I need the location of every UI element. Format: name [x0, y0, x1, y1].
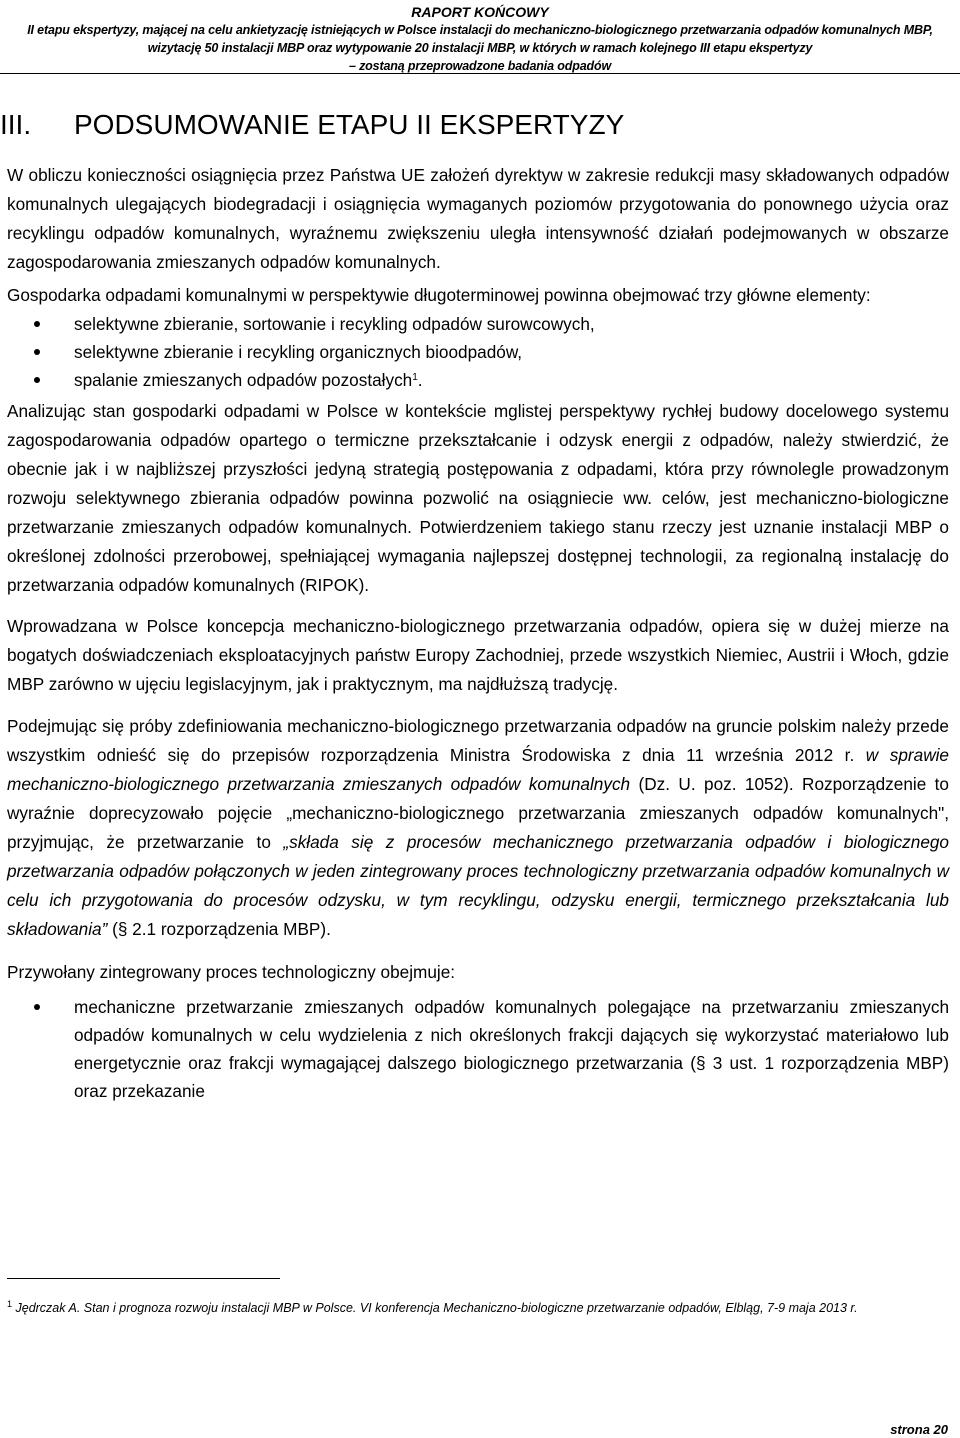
page-number: strona 20	[890, 1422, 948, 1437]
paragraph-analysis: Analizując stan gospodarki odpadami w Polsce w kontekście mglistej perspektywy rychłej budowy docelowego systemu zagospodarowania odpadów opartego o termiczne przekształcanie i odzysk energii z odpadów, należy stwierdzić, że obecnie jak i w najbliższej przyszłości jedyną strategią postępowania z odpadami, która przy równolegle prowadzonym rozwoju selektywnego zbierania odpadów powinna pozwolić na osiągniecie ww. celów, jest mechaniczno-biologiczne przetwarzanie zmieszanych odpadów komunalnych. Potwierdzeniem takiego stanu rzeczy jest uznanie instalacji MBP o określonej zdolności przerobowej, spełniającej wymagania najlepszej dostępnej technologii, za regionalną instalację do przetwarzania odpadów komunalnych (RIPOK).	[7, 401, 949, 595]
list-item: selektywne zbieranie, sortowanie i recykling odpadów surowcowych,	[7, 310, 949, 338]
header-line-1: II etapu ekspertyzy, mającej na celu ankietyzację istniejących w Polsce instalacji do mechaniczno-biologicznego przetwarzania odpadów komunalnych MBP,	[27, 23, 933, 37]
section-number: III.	[0, 109, 32, 140]
footnote-reference[interactable]: 1	[412, 372, 418, 383]
running-header	[0, 3, 960, 75]
body-text	[7, 161, 949, 1108]
section-title-text: PODSUMOWANIE ETAPU II EKSPERTYZY	[74, 109, 625, 140]
footnote-divider	[7, 1278, 280, 1279]
footnote-text: Jędrczak A. Stan i prognoza rozwoju instalacji MBP w Polsce. VI konferencja Mechaniczno-biologiczne przetwarzanie odpadów, Elbląg, 7-9 maja 2013 r.	[12, 1301, 858, 1315]
section-heading	[0, 108, 624, 142]
report-title: RAPORT KOŃCOWY	[411, 4, 549, 20]
list-item: spalanie zmieszanych odpadów pozostałych$^1$.	[7, 366, 949, 394]
paragraph-definition: Podejmując się próby zdefiniowania mechaniczno-biologicznego przetwarzania odpadów na gruncie polskim należy przede wszystkim odnieść się do przepisów rozporządzenia Ministra Środowiska z dnia 11 września 2012 r. w sprawie mechaniczno-biologicznego przetwarzania zmieszanych odpadów komunalnych (Dz. U. poz. 1052). Rozporządzenie to wyraźnie doprecyzowało pojęcie „mechaniczno-biologicznego przetwarzania zmieszanych odpadów komunalnych", przyjmując, że przetwarzanie to „składa się z procesów mechanicznego przetwarzania odpadów i biologicznego przetwarzania odpadów połączonych w jeden zintegrowany proces technologiczny przetwarzania odpadów komunalnych w celu ich przygotowania do procesów odzysku, w tym recyklingu, odzysku energii, termicznego przekształcania lub składowania” (§ 2.1 rozporządzenia MBP).	[7, 716, 949, 939]
list-item: selektywne zbieranie i recykling organicznych bioodpadów,	[7, 338, 949, 366]
list-item: mechaniczne przetwarzanie zmieszanych odpadów komunalnych polegające na przetwarzaniu zmieszanych odpadów komunalnych w celu wydzielenia z nich określonych frakcji dających się wykorzystać materiałowo lub energetycznie oraz frakcji wymagającej dalszego biologicznego przetwarzania (§ 3 ust. 1 rozporządzenia MBP) oraz przekazanie	[7, 993, 949, 1105]
paragraph-concept: Wprowadzana w Polsce koncepcja mechaniczno-biologicznego przetwarzania odpadów, opiera się w dużej mierze na bogatych doświadczeniach eksploatacyjnych państw Europy Zachodniej, przede wszystkich Niemiec, Austrii i Włoch, gdzie MBP zarówno w ujęciu legislacyjnym, jak i praktycznym, ma najdłuższą tradycję.	[7, 616, 949, 694]
header-line-2: wizytację 50 instalacji MBP oraz wytypowanie 20 instalacji MBP, w których w ramach kolejnego III etapu ekspertyzy	[147, 41, 813, 55]
paragraph-elements: Gospodarka odpadami komunalnymi w perspektywie długoterminowej powinna obejmować trzy główne elementy:	[7, 285, 871, 305]
footnote-number: 1	[7, 1299, 13, 1309]
paragraph-intro: W obliczu konieczności osiągnięcia przez Państwa UE założeń dyrektyw w zakresie redukcji masy składowanych odpadów komunalnych ulegających biodegradacji i osiągnięcia wymaganych poziomów przygotowania do ponownego użycia oraz recyklingu odpadów komunalnych, wyraźnemu zwiększeniu uległa intensywność działań podejmowanych w obszarze zagospodarowania zmieszanych odpadów komunalnych.	[7, 165, 949, 272]
elements-list	[7, 310, 949, 394]
header-divider	[0, 73, 960, 74]
process-list	[7, 993, 949, 1105]
footnote	[7, 1299, 949, 1318]
paragraph-process: Przywołany zintegrowany proces technologiczny obejmuje:	[7, 962, 456, 982]
header-line-3: – zostaną przeprowadzone badania odpadów	[348, 59, 612, 73]
